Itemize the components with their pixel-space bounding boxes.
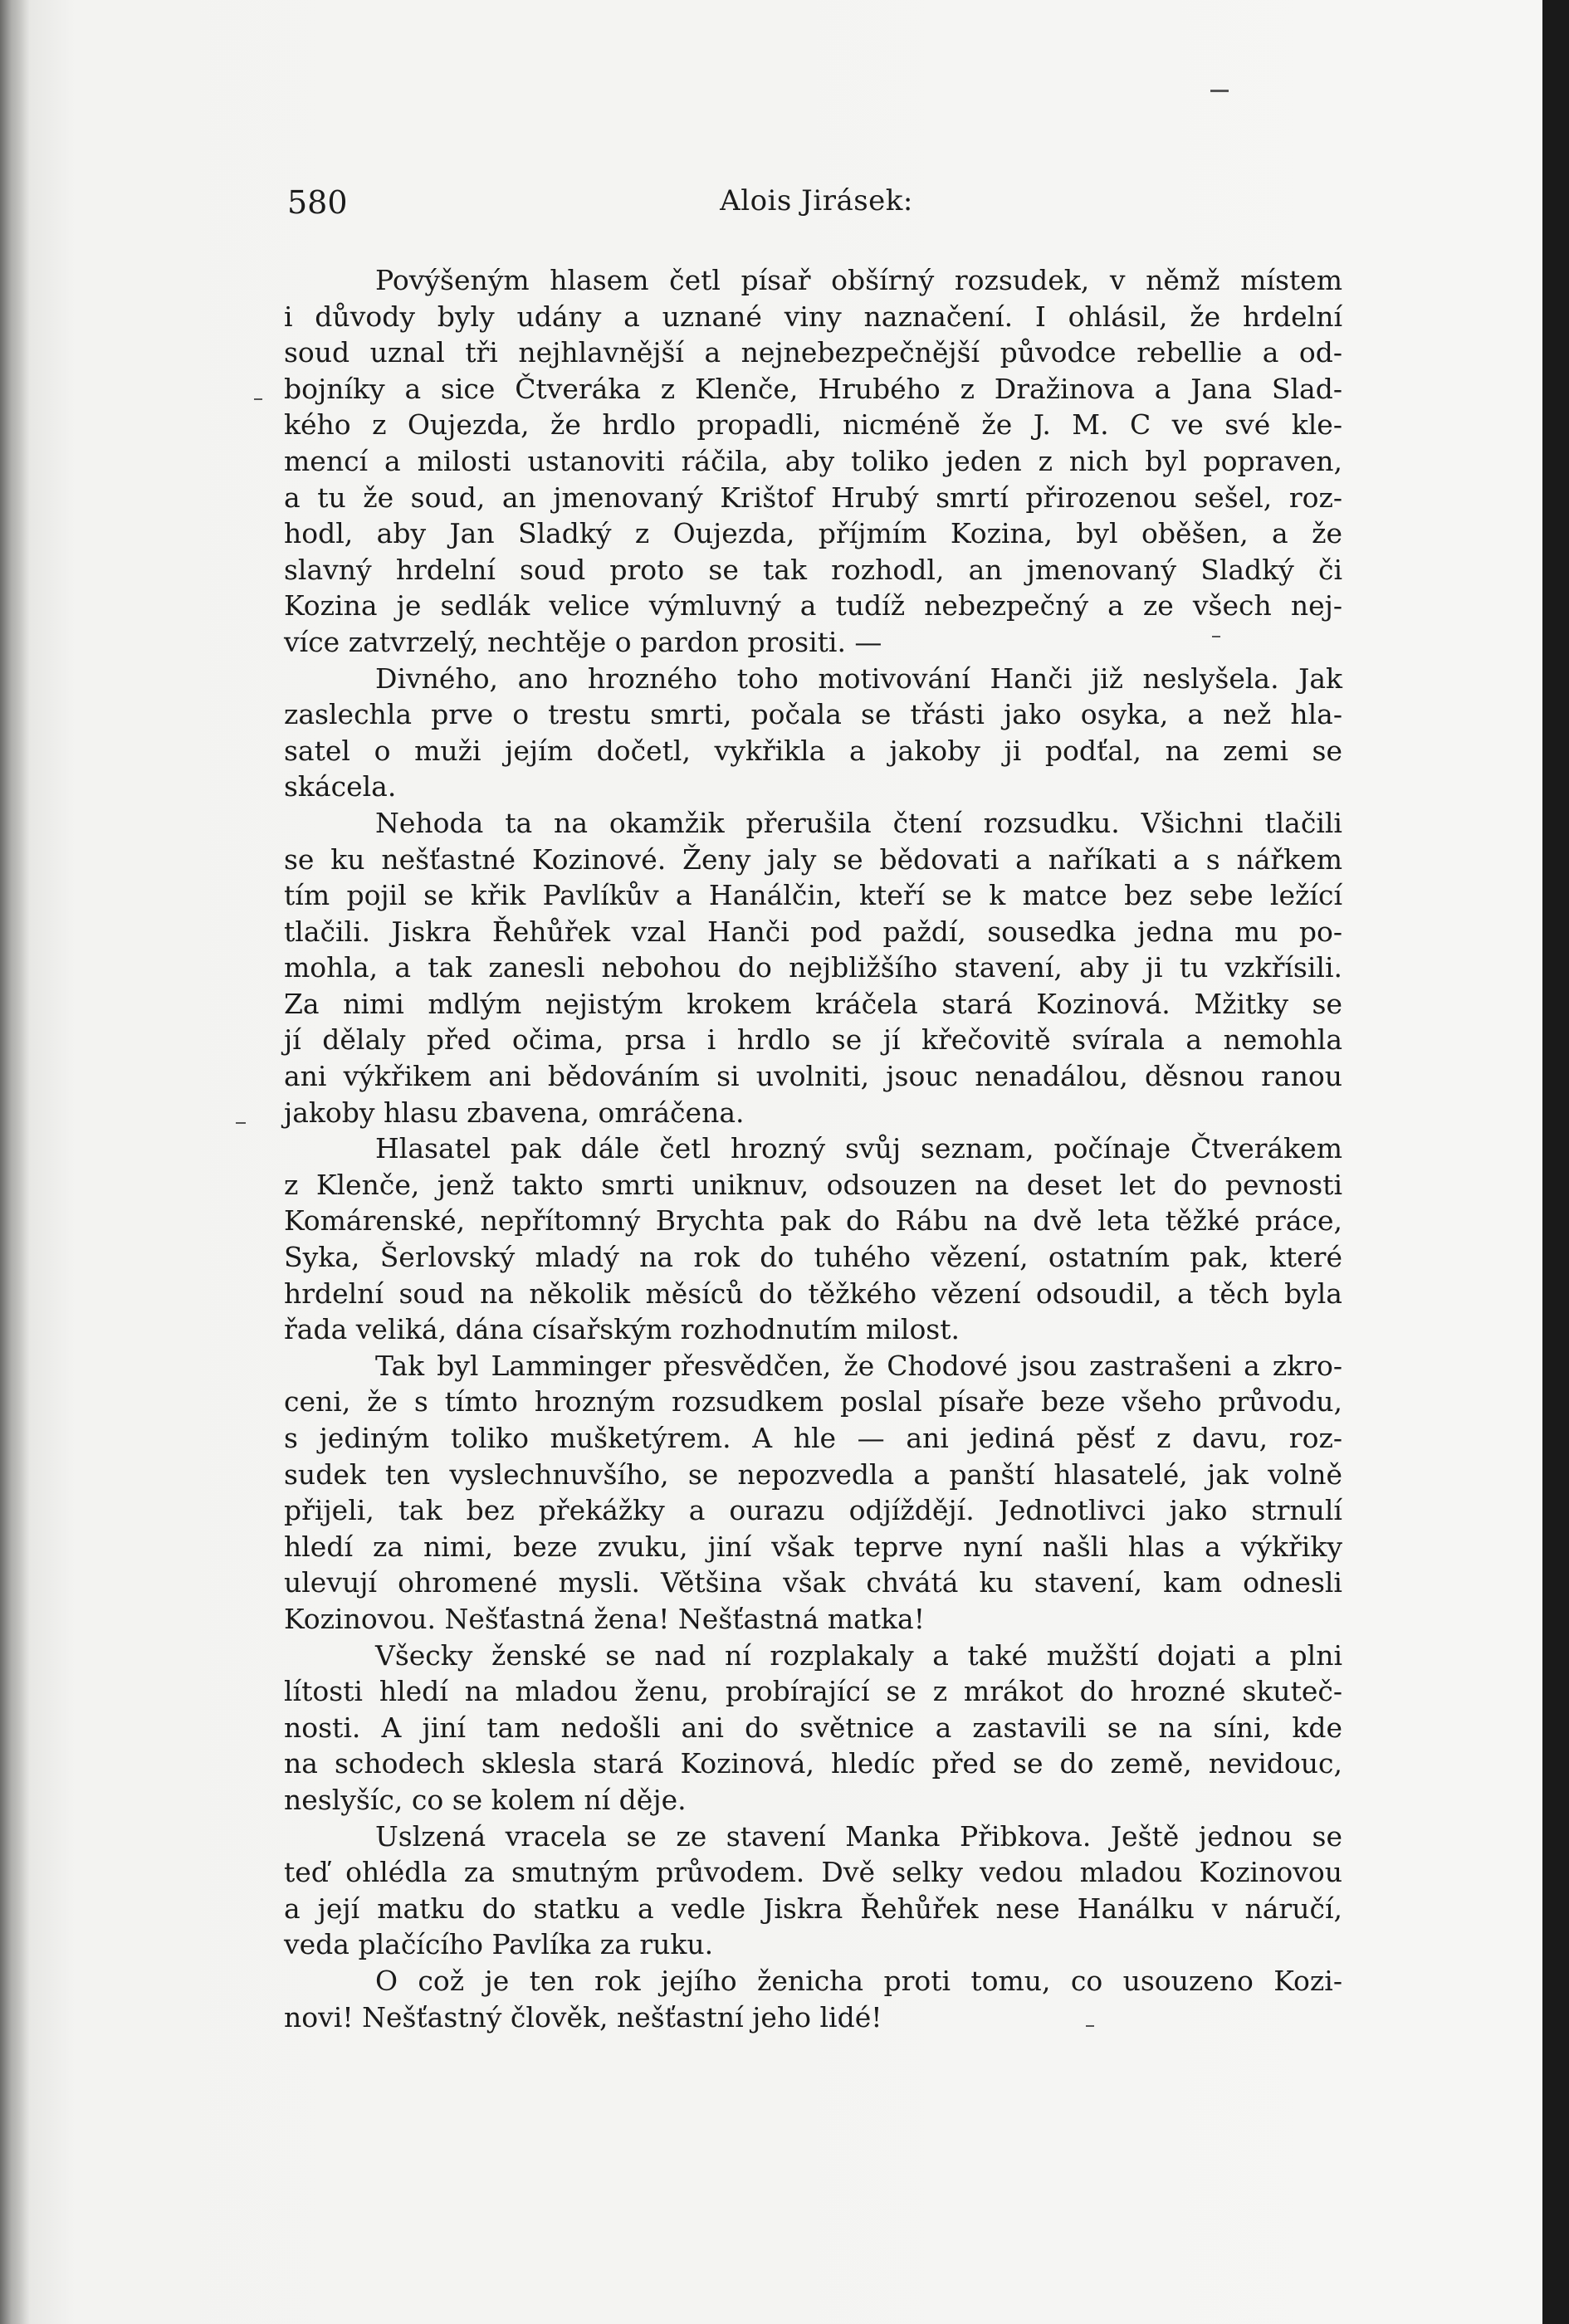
text-line: Divného, ano hrozného toho motivování Hanči již neslyšela. Jak [375,662,1342,695]
page-number: 580 [287,184,348,221]
text-line: teď ohlédla za smutným průvodem. Dvě selky vedou mladou Kozinovou [284,1856,1342,1889]
text-line: satel o muži jejím dočetl, vykřikla a jakoby ji podťal, na zemi se [284,734,1342,767]
text-line: hrdelní soud na několik měsíců do těžkého vězení odsoudil, a těch byla [284,1277,1342,1310]
print-speck [1210,90,1229,92]
text-line: Nehoda ta na okamžik přerušila čtení rozsudku. Všichni tlačili [375,806,1342,839]
text-line: Kozinovou. Nešťastná žena! Nešťastná matka! [284,1602,925,1635]
text-line: hledí za nimi, beze zvuku, jiní však teprve nyní našli hlas a výkřiky [284,1530,1342,1563]
text-line: slavný hrdelní soud proto se tak rozhodl, an jmenovaný Sladký či [284,553,1342,586]
margin-mark [254,398,262,400]
text-line: tím pojil se křik Pavlíkův a Hanálčin, kteří se k matce bez sebe ležící [284,879,1342,912]
text-line: sudek ten vyslechnuvšího, se nepozvedla a panští hlasatelé, jak volně [284,1457,1342,1491]
text-line: Tak byl Lamminger přesvědčen, že Chodové jsou zastrašeni a zkro- [375,1349,1342,1382]
text-line: více zatvrzelý, nechtěje o pardon prositi. — [284,625,882,658]
page-header [287,184,1346,226]
margin-mark [1212,636,1220,637]
text-line: Kozina je sedlák velice výmluvný a tudíž nebezpečný a ze všech nej- [284,589,1342,622]
text-line: jí dělaly před očima, prsa i hrdlo se jí křečovitě svírala a nemohla [284,1023,1342,1057]
text-line: zaslechla prve o trestu smrti, počala se třásti jako osyka, a než hla- [284,698,1342,731]
text-line: přijeli, tak bez překážky a ourazu odjíždějí. Jednotlivci jako strnulí [284,1494,1342,1527]
text-line: skácela. [284,770,397,803]
text-line: ulevují ohromené mysli. Většina však chvátá ku stavení, kam odnesli [284,1566,1342,1599]
text-line: a její matku do statku a vedle Jiskra Řehůřek nese Hanálku v náručí, [284,1892,1342,1925]
text-line: ceni, že s tímto hrozným rozsudkem poslal písaře beze všeho průvodu, [284,1385,1342,1418]
text-line: soud uznal tři nejhlavnější a nejnebezpečnější původce rebellie a od- [284,336,1342,369]
text-line: Hlasatel pak dále četl hrozný svůj seznam, počínaje Čtverákem [375,1132,1342,1165]
text-line: bojníky a sice Čtveráka z Klenče, Hrubého z Dražinova a Jana Slad- [284,372,1342,405]
scan-edge [1542,0,1569,2324]
body-text [284,262,1342,2035]
text-line: Syka, Šerlovský mladý na rok do tuhého vězení, ostatním pak, které [284,1241,1342,1274]
text-line: na schodech sklesla stará Kozinová, hledíc před se do země, nevidouc, [284,1747,1342,1780]
text-line: tlačili. Jiskra Řehůřek vzal Hanči pod paždí, sousedka jedna mu po- [284,915,1342,948]
text-line: Komárenské, nepřítomný Brychta pak do Rábu na dvě leta těžké práce, [284,1204,1342,1238]
text-line: Za nimi mdlým nejistým krokem kráčela stará Kozinová. Mžitky se [284,987,1342,1020]
text-line: novi! Nešťastný člověk, nešťastní jeho lidé! [284,2000,882,2034]
text-line: jakoby hlasu zbavena, omráčena. [284,1096,745,1129]
binding-shadow [0,0,30,2324]
text-line: s jediným toliko mušketýrem. A hle — ani jediná pěsť z davu, roz- [284,1422,1342,1454]
text-line: ani výkřikem ani bědováním si uvolniti, jsouc nenadálou, děsnou ranou [284,1060,1342,1093]
text-line: veda plačícího Pavlíka za ruku. [284,1928,714,1961]
text-line: řada veliká, dána císařským rozhodnutím milost. [284,1313,960,1346]
text-line: nosti. A jiní tam nedošli ani do světnice a zastavili se na síni, kde [284,1711,1342,1744]
text-line: lítosti hledí na mladou ženu, probírající se z mrákot do hrozné skuteč- [284,1675,1342,1708]
text-line: mohla, a tak zanesli nebohou do nejbližšího stavení, aby ji tu vzkřísili. [284,951,1342,984]
text-line: Uslzená vracela se ze stavení Manka Přibkova. Ještě jednou se [375,1819,1342,1853]
text-line: O což je ten rok jejího ženicha proti tomu, co usouzeno Kozi- [375,1964,1342,1997]
margin-mark [236,1122,246,1124]
text-line: a tu že soud, an jmenovaný Krištof Hrubý smrtí přirozenou sešel, roz- [284,481,1342,514]
text-line: mencí a milosti ustanoviti ráčila, aby toliko jeden z nich byl popraven, [284,444,1342,477]
text-line: Povýšeným hlasem četl písař obšírný rozsudek, v němž místem [375,264,1342,296]
text-line: neslyšíc, co se kolem ní děje. [284,1783,687,1816]
text-line: se ku nešťastné Kozinové. Ženy jaly se bědovati a naříkati a s nářkem [284,842,1342,876]
text-line: Všecky ženské se nad ní rozplakaly a také mužští dojati a plni [375,1638,1342,1672]
text-line: kého z Oujezda, že hrdlo propadli, nicméně že J. M. C ve své kle- [284,408,1342,442]
running-title: Alois Jirásek: [720,184,913,217]
text-line: z Klenče, jenž takto smrti uniknuv, odsouzen na deset let do pevnosti [284,1168,1342,1201]
text-line: i důvody byly udány a uznané viny naznačení. I ohlásil, že hrdelní [284,300,1342,333]
margin-mark [1086,2025,1094,2027]
text-line: hodl, aby Jan Sladký z Oujezda, příjmím Kozina, byl oběšen, a že [284,517,1342,550]
